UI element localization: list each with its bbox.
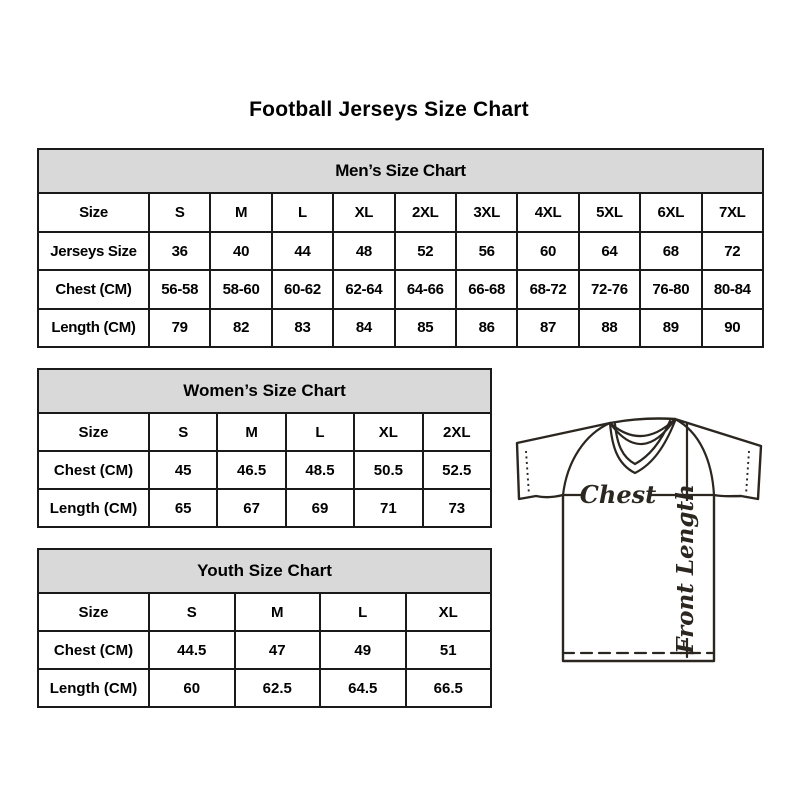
youth-table-title-band: Youth Size Chart: [38, 549, 491, 593]
mens-size-table: [37, 148, 764, 348]
value-cell: 82: [210, 309, 271, 347]
value-cell: 62-64: [333, 270, 394, 308]
value-cell: 50.5: [354, 451, 422, 489]
value-cell: 60: [517, 232, 578, 270]
value-cell: 64.5: [320, 669, 406, 707]
table-row: [38, 413, 491, 451]
table-row: [38, 193, 763, 231]
value-cell: 52.5: [423, 451, 491, 489]
value-cell: XL: [406, 593, 492, 631]
jersey-measurement-diagram: [505, 406, 765, 668]
value-cell: 71: [354, 489, 422, 527]
value-cell: 79: [149, 309, 210, 347]
mens-table-title-band: Men’s Size Chart: [38, 149, 763, 193]
womens-table-grid: [37, 368, 492, 528]
value-cell: 88: [579, 309, 640, 347]
chest-label: Chest: [579, 480, 657, 509]
value-cell: M: [217, 413, 285, 451]
value-cell: XL: [333, 193, 394, 231]
value-cell: 68: [640, 232, 701, 270]
value-cell: 66-68: [456, 270, 517, 308]
value-cell: 56-58: [149, 270, 210, 308]
value-cell: 73: [423, 489, 491, 527]
front-length-label: Front Length: [672, 484, 699, 654]
jersey-outline: [517, 419, 761, 662]
table-row: [38, 270, 763, 308]
value-cell: 36: [149, 232, 210, 270]
row-label: Length (CM): [38, 489, 149, 527]
value-cell: S: [149, 413, 217, 451]
value-cell: S: [149, 193, 210, 231]
value-cell: 64: [579, 232, 640, 270]
value-cell: 49: [320, 631, 406, 669]
table-row: [38, 489, 491, 527]
value-cell: 86: [456, 309, 517, 347]
table-row: [38, 593, 491, 631]
row-label: Size: [38, 593, 149, 631]
page-title: Football Jerseys Size Chart: [249, 98, 529, 121]
row-label: Chest (CM): [38, 631, 149, 669]
value-cell: 5XL: [579, 193, 640, 231]
value-cell: 62.5: [235, 669, 321, 707]
value-cell: 67: [217, 489, 285, 527]
value-cell: 68-72: [517, 270, 578, 308]
value-cell: S: [149, 593, 235, 631]
value-cell: 44: [272, 232, 333, 270]
value-cell: 87: [517, 309, 578, 347]
value-cell: 72: [702, 232, 763, 270]
value-cell: 48.5: [286, 451, 354, 489]
youth-size-table: [37, 548, 492, 708]
value-cell: 2XL: [395, 193, 456, 231]
value-cell: L: [272, 193, 333, 231]
row-label: Length (CM): [38, 309, 149, 347]
value-cell: XL: [354, 413, 422, 451]
value-cell: 60: [149, 669, 235, 707]
row-label: Chest (CM): [38, 270, 149, 308]
row-label: Length (CM): [38, 669, 149, 707]
table-row: [38, 232, 763, 270]
row-label: Size: [38, 413, 149, 451]
value-cell: 6XL: [640, 193, 701, 231]
table-row: [38, 631, 491, 669]
row-label: Jerseys Size: [38, 232, 149, 270]
value-cell: 48: [333, 232, 394, 270]
value-cell: L: [320, 593, 406, 631]
value-cell: 84: [333, 309, 394, 347]
value-cell: 47: [235, 631, 321, 669]
womens-size-table: [37, 368, 492, 528]
value-cell: 69: [286, 489, 354, 527]
value-cell: 2XL: [423, 413, 491, 451]
value-cell: 51: [406, 631, 492, 669]
row-label: Size: [38, 193, 149, 231]
value-cell: 85: [395, 309, 456, 347]
value-cell: 65: [149, 489, 217, 527]
value-cell: 46.5: [217, 451, 285, 489]
value-cell: 7XL: [702, 193, 763, 231]
value-cell: 76-80: [640, 270, 701, 308]
value-cell: 40: [210, 232, 271, 270]
table-row: [38, 451, 491, 489]
value-cell: 89: [640, 309, 701, 347]
value-cell: 72-76: [579, 270, 640, 308]
value-cell: 80-84: [702, 270, 763, 308]
value-cell: 60-62: [272, 270, 333, 308]
value-cell: M: [235, 593, 321, 631]
value-cell: 3XL: [456, 193, 517, 231]
womens-table-title-band: Women’s Size Chart: [38, 369, 491, 413]
value-cell: 90: [702, 309, 763, 347]
value-cell: 52: [395, 232, 456, 270]
value-cell: 45: [149, 451, 217, 489]
value-cell: 58-60: [210, 270, 271, 308]
value-cell: 4XL: [517, 193, 578, 231]
table-row: [38, 669, 491, 707]
table-row: [38, 309, 763, 347]
mens-table-grid: [37, 148, 764, 348]
value-cell: 83: [272, 309, 333, 347]
value-cell: 64-66: [395, 270, 456, 308]
value-cell: 44.5: [149, 631, 235, 669]
value-cell: L: [286, 413, 354, 451]
row-label: Chest (CM): [38, 451, 149, 489]
value-cell: M: [210, 193, 271, 231]
value-cell: 66.5: [406, 669, 492, 707]
youth-table-grid: [37, 548, 492, 708]
value-cell: 56: [456, 232, 517, 270]
